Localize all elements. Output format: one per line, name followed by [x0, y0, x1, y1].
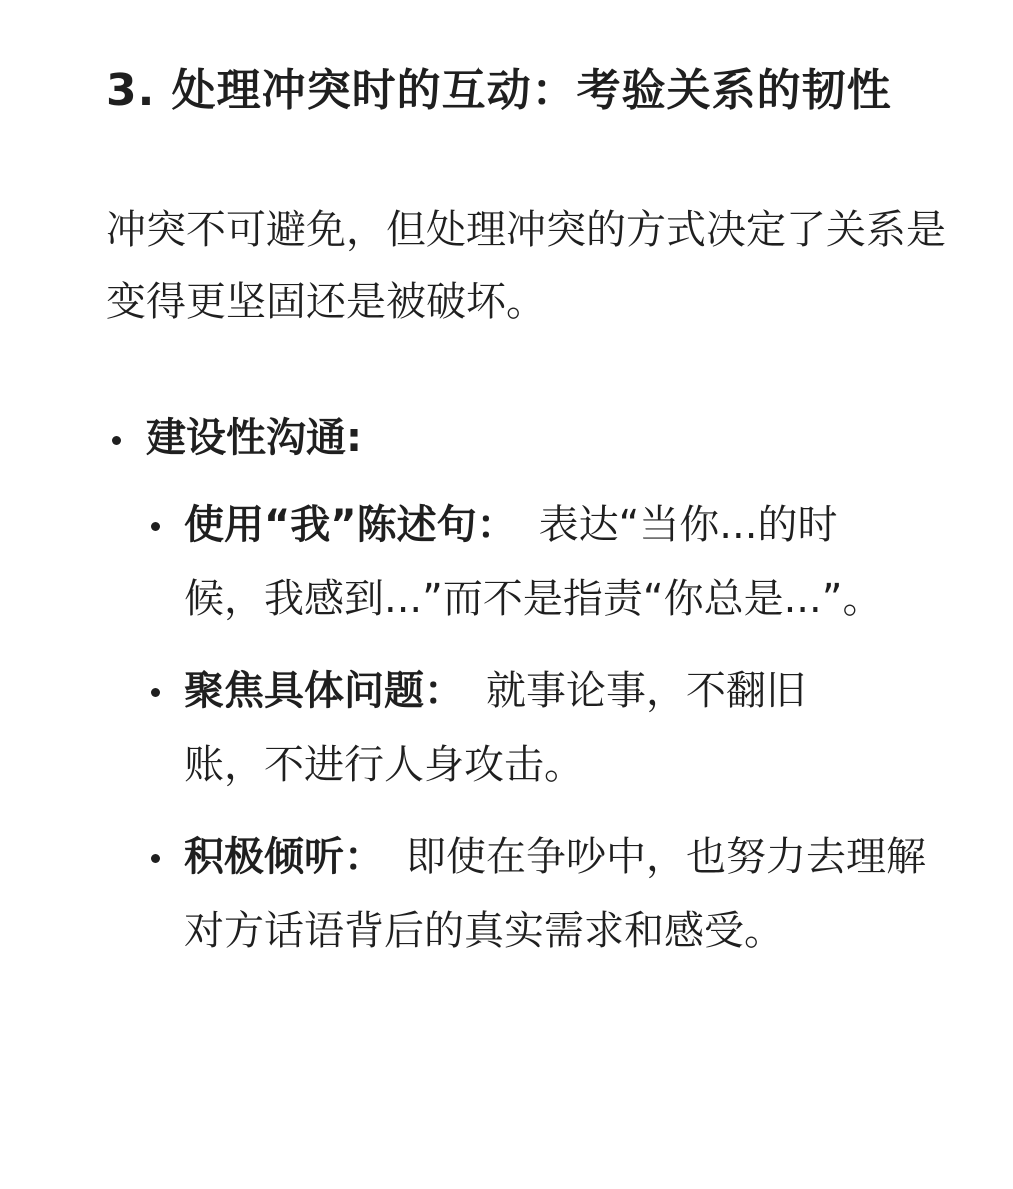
intro-paragraph: 冲突不可避免，但处理冲突的方式决定了关系是变得更坚固还是被破坏。: [106, 207, 946, 325]
sub-list-item: [146, 820, 954, 968]
bullet-list: [106, 402, 956, 968]
sub-list-item: [146, 488, 884, 636]
list-item-constructive-communication: [106, 402, 956, 968]
section-heading: 3. 处理冲突时的互动：考验关系的韧性: [106, 65, 892, 116]
sub-list-item-text: 就事论事，不翻旧账，不进行人身攻击。: [184, 668, 806, 788]
sub-list-item-label: 聚焦具体问题：: [184, 668, 464, 714]
bullet-icon: [151, 688, 160, 697]
sub-list-item-label: 积极倾听：: [184, 834, 384, 880]
article-content: [106, 56, 956, 986]
bullet-icon: [151, 854, 160, 863]
bullet-icon: [112, 436, 121, 445]
sub-bullet-list: [146, 488, 956, 968]
sub-list-item-label: 使用“我”陈述句：: [184, 502, 517, 548]
sub-list-item-text: 表达“当你...的时候，我感到...”而不是指责“你总是...”。: [184, 502, 883, 622]
bullet-icon: [151, 522, 160, 531]
sub-list-item: [146, 654, 884, 802]
list-item-label: 建设性沟通:: [146, 415, 362, 461]
sub-list-item-text: 即使在争吵中，也努力去理解对方话语背后的真实需求和感受。: [184, 834, 926, 954]
